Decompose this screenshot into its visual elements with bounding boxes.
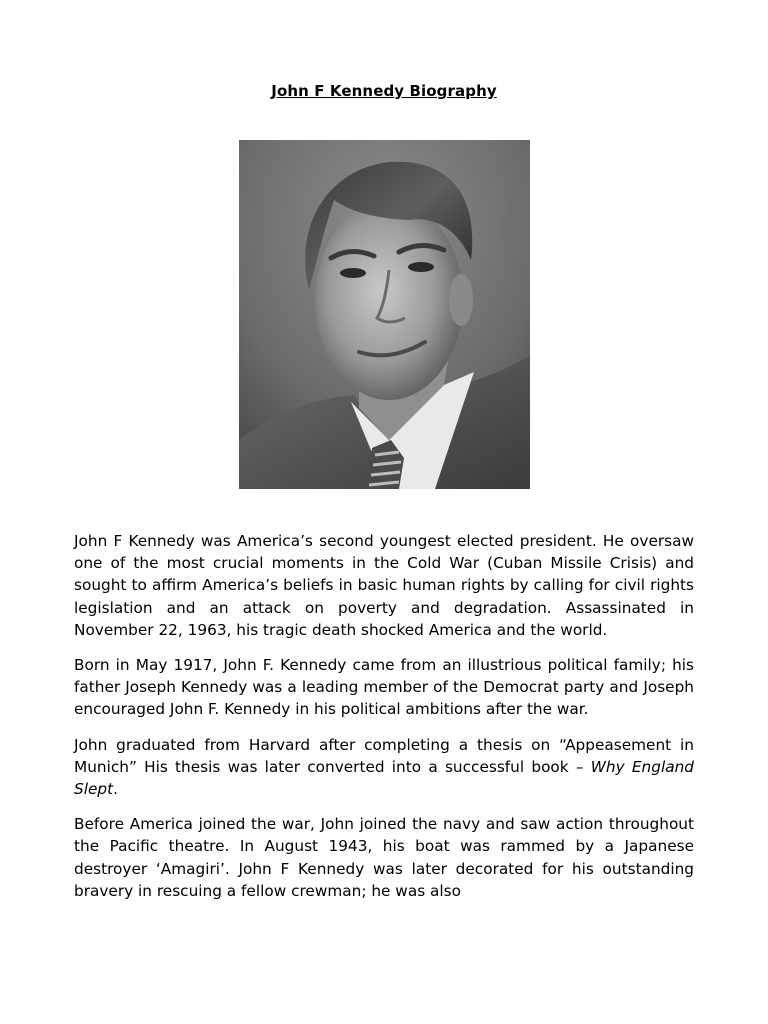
portrait-photo bbox=[239, 140, 530, 489]
paragraph-3-end: . bbox=[113, 780, 118, 799]
paragraph-4: Before America joined the war, John joined the navy and saw action throughout the Pacific theatre. In August 1943, his boat was rammed by a Japanese destroyer ‘Amagiri’. John F Kennedy was later decorated for his outstanding bravery in rescuing a fellow crewman; he was also bbox=[74, 815, 694, 900]
paragraph-3 bbox=[74, 734, 694, 801]
paragraph-1: John F Kennedy was America’s second youngest elected president. He oversaw one of the most crucial moments in the Cold War (Cuban Missile Crisis) and sought to affirm America’s beliefs in basic human rights by calling for civil rights legislation and an attack on poverty and degradation. Assassinated in November 22, 1963, his tragic death shocked America and the world. bbox=[74, 532, 694, 639]
document-title: John F Kennedy Biography bbox=[271, 82, 497, 100]
paragraph-2: Born in May 1917, John F. Kennedy came from an illustrious political family; his father Joseph Kennedy was a leading member of the Democrat party and Joseph encouraged John F. Kennedy in his political ambitions after the war. bbox=[74, 656, 694, 719]
book-title: Why England Slept bbox=[74, 757, 694, 799]
biography-body bbox=[74, 530, 694, 915]
paragraph-3-text: John graduated from Harvard after completing a thesis on “Appeasement in Munich” His thesis was later converted into a successful book – bbox=[74, 735, 694, 776]
